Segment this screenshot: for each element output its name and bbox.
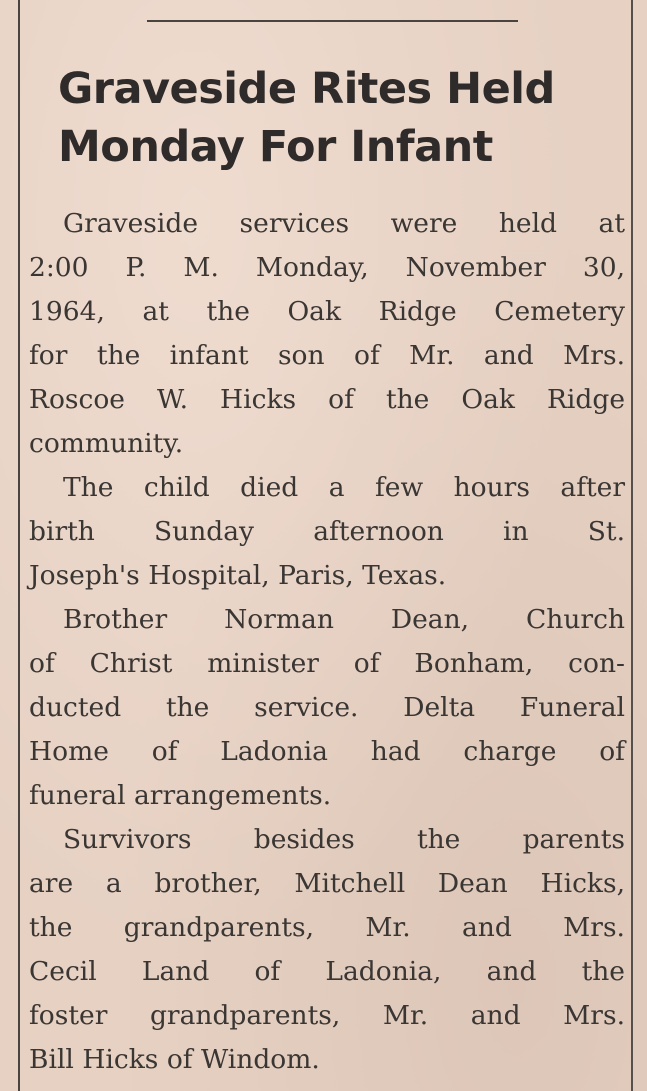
text-line: The child died a few hours after <box>63 472 625 503</box>
text-line: the grandparents, Mr. and Mrs. <box>29 912 625 943</box>
text-line: Roscoe W. Hicks of the Oak Ridge <box>29 384 625 415</box>
text-line: Survivors besides the parents <box>63 824 625 855</box>
headline <box>58 60 628 176</box>
text-line: ducted the service. Delta Funeral <box>29 692 625 723</box>
article-body <box>29 202 625 1082</box>
paragraph-minister <box>29 598 625 818</box>
text-line: Joseph's Hospital, Paris, Texas. <box>29 560 447 591</box>
column-rule-right <box>631 0 633 1091</box>
text-line: Bill Hicks of Windom. <box>29 1044 320 1075</box>
column-rule-left <box>18 0 20 1091</box>
paragraph-survivors <box>29 818 625 1082</box>
text-line: Graveside services were held at <box>63 208 625 239</box>
text-line: community. <box>29 428 184 459</box>
top-separator-rule <box>147 20 518 22</box>
paragraph-services <box>29 202 625 466</box>
text-line: funeral arrangements. <box>29 780 332 811</box>
text-line: are a brother, Mitchell Dean Hicks, <box>29 868 625 899</box>
text-line: 2:00 P. M. Monday, November 30, <box>29 252 625 283</box>
headline-line: Monday For Infant <box>58 122 493 172</box>
text-line: of Christ minister of Bonham, con- <box>29 648 625 679</box>
text-line: birth Sunday afternoon in St. <box>29 516 625 547</box>
text-line: for the infant son of Mr. and Mrs. <box>29 340 625 371</box>
text-line: Cecil Land of Ladonia, and the <box>29 956 625 987</box>
headline-line: Graveside Rites Held <box>58 64 555 114</box>
text-line: 1964, at the Oak Ridge Cemetery <box>29 296 625 327</box>
paragraph-death <box>29 466 625 598</box>
text-line: Home of Ladonia had charge of <box>29 736 625 767</box>
text-line: foster grandparents, Mr. and Mrs. <box>29 1000 625 1031</box>
text-line: Brother Norman Dean, Church <box>63 604 625 635</box>
